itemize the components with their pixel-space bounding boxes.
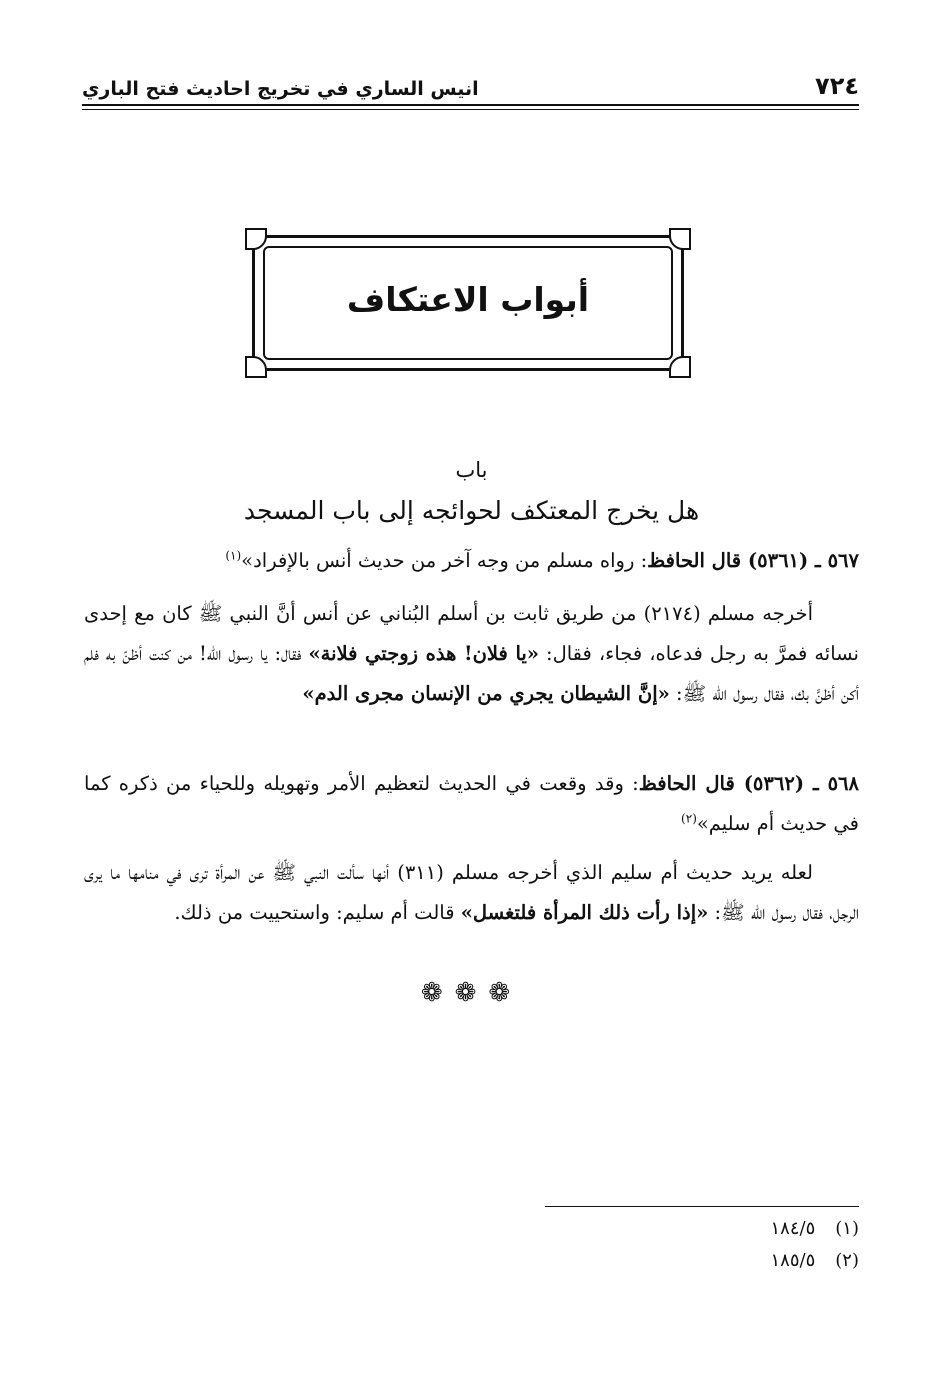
header-rule — [82, 104, 859, 106]
footnote-number: (١) — [835, 1218, 859, 1239]
entry-text: : وقد وقعت في الحديث لتعظيم الأمر وتهويله وللحياء من ذكره كما في حديث أم سليم» — [84, 772, 859, 835]
frame-corner — [669, 356, 691, 378]
page-header — [82, 68, 859, 100]
chapter-label: باب — [455, 458, 488, 482]
hadith-quote: «إذا رأت ذلك المرأة فلتغسل» — [460, 901, 709, 924]
page-number: ٧٢٤ — [815, 72, 859, 100]
entry-number: ٥٦٧ ـ (٥٣٦١) قال الحافظ — [647, 549, 859, 572]
commentary-567 — [84, 594, 859, 714]
entry-text: : رواه مسلم من وجه آخر من حديث أنس بالإفراد» — [241, 549, 648, 572]
footnote-1 — [771, 1218, 859, 1239]
chapter-title: هل يخرج المعتكف لحوائجه إلى باب المسجد — [243, 496, 700, 525]
footnote-ref: (٢) — [681, 811, 697, 826]
entry-number: ٥٦٨ ـ (٥٣٦٢) قال الحافظ — [638, 772, 859, 795]
section-title: أبواب الاعتكاف — [346, 280, 590, 319]
hadith-quote: «يا فلان! هذه زوجتي فلانة» — [308, 642, 539, 665]
title-frame — [252, 235, 684, 371]
frame-corner — [669, 228, 691, 250]
hadith-quote: «إنَّ الشيطان يجري من الإنسان مجرى الدم» — [302, 682, 670, 705]
commentary-text: أخرجه مسلم (٢١٧٤) من طريق ثابت بن أسلم البُناني عن أنس أنَّ النبي ﷺ كان مع إحدى نسائه فمرَّ به رجل فدعاه، فجاء، فقال: — [84, 602, 859, 665]
footnote-number: (٢) — [835, 1250, 859, 1271]
entry-567 — [84, 541, 859, 581]
frame-corner — [245, 356, 267, 378]
commentary-text: فقال: يا رسول الله! من كنت أظنّ به فلم أكن أظنَّ بك، فقال رسول الله ﷺ: — [84, 642, 859, 705]
entry-568 — [84, 764, 859, 844]
ornament-divider: ❁❁❁ — [420, 978, 523, 1008]
footnote-text: ١٨٤/٥ — [770, 1218, 816, 1239]
footnote-ref: (١) — [225, 548, 242, 563]
header-rule-thin — [82, 109, 859, 110]
commentary-text: قالت أم سليم: واستحييت من ذلك. — [174, 901, 461, 924]
frame-corner — [245, 228, 267, 250]
commentary-text: لعله يريد حديث أم سليم الذي أخرجه مسلم (٣١١) أنها سألت النبي ﷺ عن المرأة ترى في منامها ما يرى الرجل، فقال رسول الله ﷺ: — [84, 861, 859, 924]
running-title: انيس الساري في تخريج احاديث فتح الباري — [82, 78, 479, 100]
footnote-rule — [545, 1206, 859, 1207]
commentary-568 — [84, 853, 859, 933]
footnote-text: ١٨٥/٥ — [770, 1250, 816, 1271]
footnote-2 — [771, 1250, 859, 1271]
